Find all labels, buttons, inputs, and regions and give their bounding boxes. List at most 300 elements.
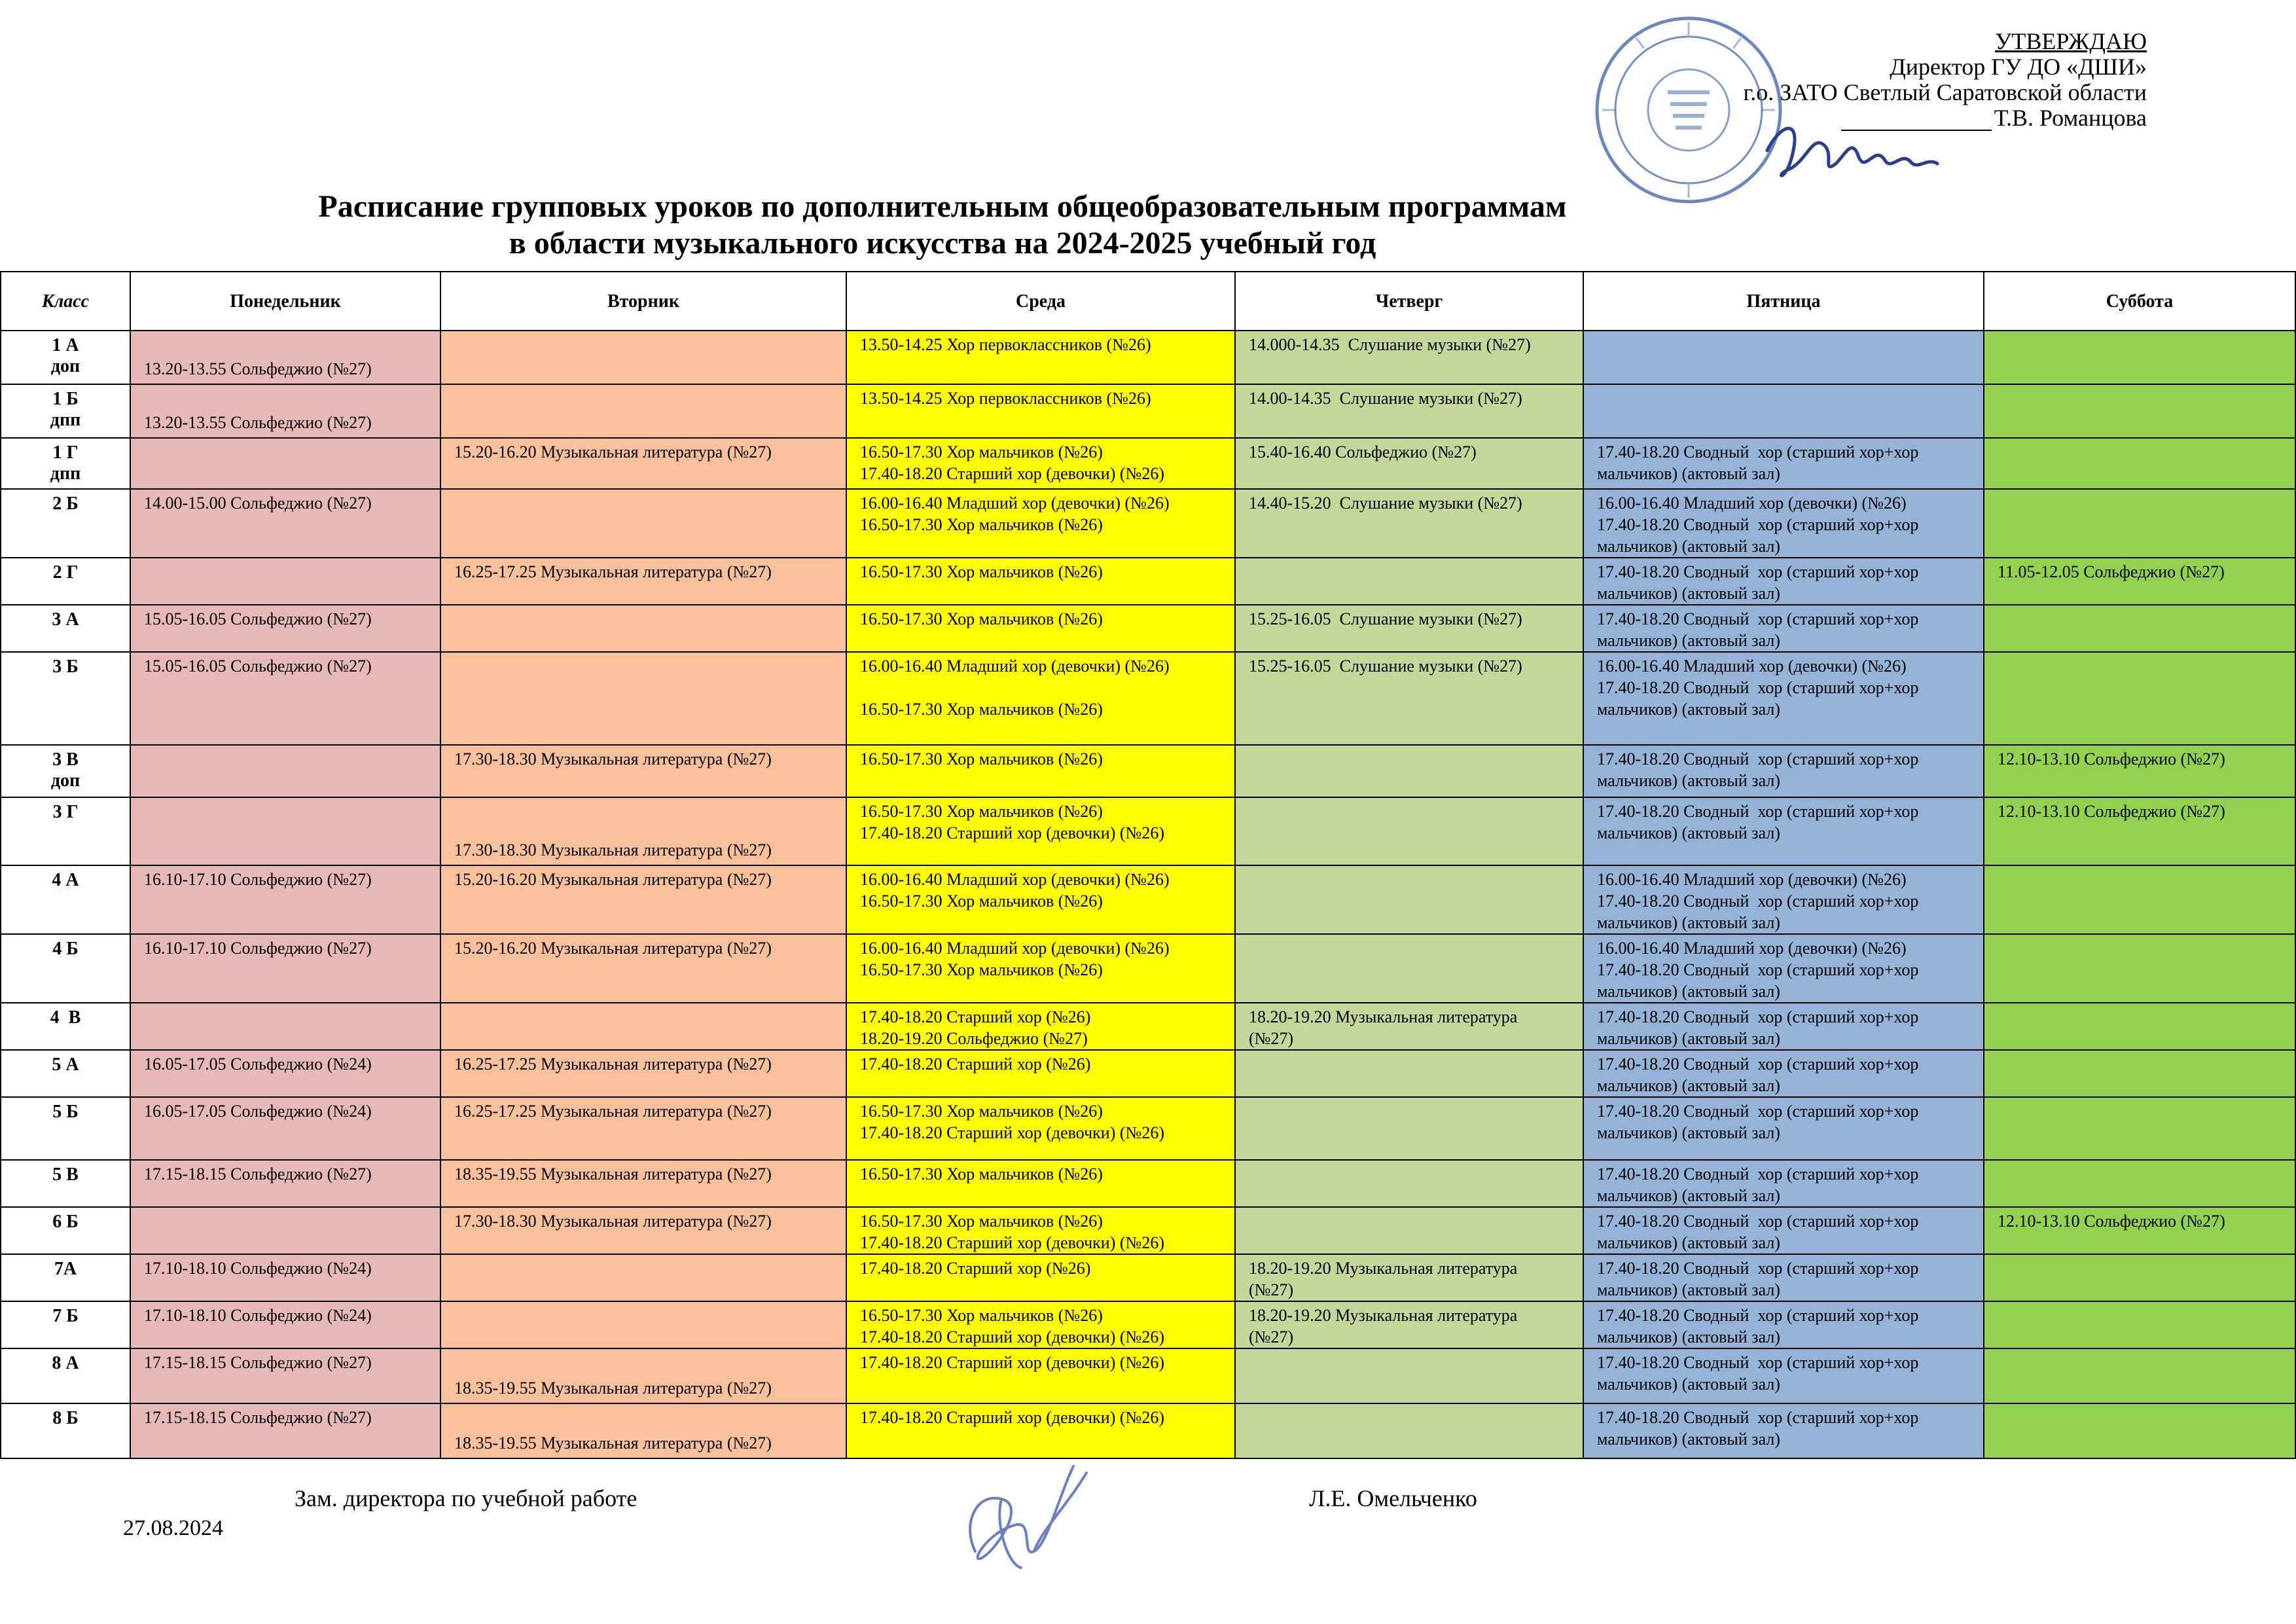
- monday-cell: [130, 934, 440, 1003]
- thursday-cell: [1235, 1403, 1583, 1458]
- saturday-cell: [1984, 745, 2295, 797]
- friday-cell: [1583, 1050, 1984, 1097]
- lesson-line: 17.40-18.20 Сводный хор (старший хор+хор: [1597, 1102, 1919, 1121]
- lesson-line: мальчиков) (актовый зал): [1597, 913, 1780, 932]
- lesson-line: 16.50-17.30 Хор мальчиков (№26): [860, 1102, 1103, 1121]
- class-cell: [1, 1348, 130, 1403]
- thursday-cell: [1235, 745, 1583, 797]
- wednesday-cell: [846, 384, 1235, 438]
- class-cell: [1, 1003, 130, 1050]
- wednesday-cell: [846, 865, 1235, 934]
- class-label: 6 Б: [52, 1212, 79, 1232]
- lesson-line: 13.20-13.55 Сольфеджио (№27): [144, 359, 372, 378]
- tuesday-cell: [440, 1003, 846, 1050]
- lesson-line: 16.50-17.30 Хор мальчиков (№26): [860, 442, 1103, 461]
- lesson-line: 16.50-17.30 Хор мальчиков (№26): [860, 1212, 1103, 1231]
- lesson-line: 17.40-18.20 Сводный хор (старший хор+хор: [1597, 678, 1919, 697]
- table-header-row: [1, 272, 2295, 331]
- friday-cell: [1583, 1160, 1984, 1207]
- tuesday-cell: [440, 934, 846, 1003]
- lesson-line: 17.40-18.20 Старший хор (девочки) (№26): [860, 1233, 1164, 1252]
- lesson-line: мальчиков) (актовый зал): [1597, 1029, 1780, 1048]
- lesson-line: 14.000-14.35 Слушание музыки (№27): [1249, 335, 1531, 354]
- lesson-line: 17.15-18.15 Сольфеджио (№27): [144, 1408, 372, 1427]
- lesson-line: 17.40-18.20 Сводный хор (старший хор+хор: [1597, 1408, 1919, 1427]
- table-row: [1, 652, 2295, 745]
- lesson-line: 16.50-17.30 Хор мальчиков (№26): [860, 749, 1103, 768]
- lesson-line: 15.20-16.20 Музыкальная литература (№27): [454, 939, 772, 958]
- saturday-cell: [1984, 1160, 2295, 1207]
- class-cell: [1, 489, 130, 558]
- lesson-line: мальчиков) (актовый зал): [1597, 1233, 1780, 1252]
- lesson-line: 17.40-18.20 Старший хор (девочки) (№26): [860, 823, 1164, 842]
- lesson-line: 16.25-17.25 Музыкальная литература (№27): [454, 562, 772, 581]
- lesson-line: 17.40-18.20 Старший хор (девочки) (№26): [860, 464, 1164, 483]
- thursday-cell: [1235, 1097, 1583, 1160]
- friday-cell: [1583, 652, 1984, 745]
- monday-cell: [130, 1207, 440, 1254]
- lesson-line: мальчиков) (актовый зал): [1597, 464, 1780, 483]
- tuesday-cell: [440, 558, 846, 605]
- deputy-director-role: Зам. директора по учебной работе: [295, 1485, 637, 1511]
- saturday-cell: [1984, 1254, 2295, 1301]
- class-cell: [1, 652, 130, 745]
- class-cell: [1, 1097, 130, 1160]
- monday-cell: [130, 605, 440, 652]
- lesson-line: 16.00-16.40 Младший хор (девочки) (№26): [1597, 494, 1907, 513]
- lesson-line: 16.50-17.30 Хор мальчиков (№26): [860, 700, 1103, 719]
- lesson-line: 16.00-16.40 Младший хор (девочки) (№26): [860, 494, 1170, 513]
- table-row: [1, 1348, 2295, 1403]
- lesson-line: 16.00-16.40 Младший хор (девочки) (№26): [1597, 870, 1907, 889]
- class-label: 1 А: [52, 335, 79, 355]
- lesson-line: (№27): [1249, 1029, 1294, 1048]
- wednesday-cell: [846, 1003, 1235, 1050]
- thursday-cell: [1235, 934, 1583, 1003]
- table-row: [1, 1003, 2295, 1050]
- stamp-icon: [1590, 12, 1787, 208]
- monday-cell: [130, 1097, 440, 1160]
- lesson-line: мальчиков) (актовый зал): [1597, 631, 1780, 650]
- monday-cell: [130, 1301, 440, 1348]
- lesson-line: мальчиков) (актовый зал): [1597, 1186, 1780, 1205]
- friday-cell: [1583, 1348, 1984, 1403]
- column-header-saturday: Суббота: [1984, 272, 2295, 331]
- tuesday-cell: [440, 489, 846, 558]
- tuesday-cell: [440, 1403, 846, 1458]
- lesson-line: 16.10-17.10 Сольфеджио (№27): [144, 870, 372, 889]
- saturday-cell: [1984, 558, 2295, 605]
- lesson-line: 17.40-18.20 Сводный хор (старший хор+хор: [1597, 1353, 1919, 1372]
- deputy-director-name: Л.Е. Омельченко: [1309, 1485, 1477, 1511]
- lesson-line: мальчиков) (актовый зал): [1597, 1123, 1780, 1142]
- lesson-line: 18.35-19.55 Музыкальная литература (№27): [454, 1434, 772, 1453]
- class-label: 4 Б: [52, 939, 79, 959]
- friday-cell: [1583, 558, 1984, 605]
- thursday-cell: [1235, 1348, 1583, 1403]
- lesson-line: 16.00-16.40 Младший хор (девочки) (№26): [1597, 657, 1907, 676]
- lesson-line: 13.20-13.55 Сольфеджио (№27): [144, 413, 372, 432]
- lesson-line: 17.40-18.20 Старший хор (девочки) (№26): [860, 1408, 1164, 1427]
- lesson-line: 11.05-12.05 Сольфеджио (№27): [1998, 562, 2225, 581]
- friday-cell: [1583, 745, 1984, 797]
- class-label: 5 Б: [52, 1102, 79, 1122]
- lesson-line: 17.40-18.20 Сводный хор (старший хор+хор: [1597, 1164, 1919, 1183]
- lesson-line: 17.10-18.10 Сольфеджио (№24): [144, 1306, 372, 1325]
- page-title: [0, 189, 1885, 262]
- table-row: [1, 1403, 2295, 1458]
- table-row: [1, 797, 2295, 865]
- lesson-line: 16.25-17.25 Музыкальная литература (№27): [454, 1102, 772, 1121]
- friday-cell: [1583, 865, 1984, 934]
- lesson-line: 16.50-17.30 Хор мальчиков (№26): [860, 802, 1103, 821]
- class-label: 4 А: [52, 870, 79, 890]
- lesson-line: 17.15-18.15 Сольфеджио (№27): [144, 1164, 372, 1183]
- tuesday-cell: [440, 1207, 846, 1254]
- column-header-tuesday: Вторник: [440, 272, 846, 331]
- thursday-cell: [1235, 605, 1583, 652]
- wednesday-cell: [846, 934, 1235, 1003]
- wednesday-cell: [846, 1403, 1235, 1458]
- thursday-cell: [1235, 1050, 1583, 1097]
- class-label: 3 Г: [52, 802, 79, 822]
- lesson-line: 17.40-18.20 Сводный хор (старший хор+хор: [1597, 1007, 1919, 1026]
- thursday-cell: [1235, 797, 1583, 865]
- saturday-cell: [1984, 1050, 2295, 1097]
- class-label: 3 Б: [52, 657, 79, 677]
- class-cell: [1, 1207, 130, 1254]
- lesson-line: 17.40-18.20 Сводный хор (старший хор+хор: [1597, 562, 1919, 581]
- lesson-line: мальчиков) (актовый зал): [1597, 823, 1780, 842]
- lesson-line: 17.30-18.30 Музыкальная литература (№27): [454, 840, 772, 859]
- monday-cell: [130, 1003, 440, 1050]
- lesson-line: 18.35-19.55 Музыкальная литература (№27): [454, 1164, 772, 1183]
- lesson-line: 17.40-18.20 Старший хор (девочки) (№26): [860, 1353, 1164, 1372]
- lesson-line: 17.40-18.20 Сводный хор (старший хор+хор: [1597, 960, 1919, 979]
- class-cell: [1, 384, 130, 438]
- monday-cell: [130, 558, 440, 605]
- class-cell: [1, 1160, 130, 1207]
- lesson-line: 12.10-13.10 Сольфеджио (№27): [1998, 1212, 2225, 1231]
- lesson-line: 12.10-13.10 Сольфеджио (№27): [1998, 802, 2225, 821]
- class-cell: [1, 865, 130, 934]
- wednesday-cell: [846, 1050, 1235, 1097]
- table-row: [1, 438, 2295, 489]
- approval-heading: УТВЕРЖДАЮ: [1994, 28, 2147, 54]
- thursday-cell: [1235, 489, 1583, 558]
- wednesday-cell: [846, 1301, 1235, 1348]
- document-date: 27.08.2024: [123, 1516, 223, 1540]
- class-cell: [1, 1254, 130, 1301]
- class-label: 5 А: [52, 1055, 79, 1075]
- class-label: 8 Б: [52, 1408, 79, 1428]
- saturday-cell: [1984, 652, 2295, 745]
- page-title-line-1: Расписание групповых уроков по дополнительным общеобразовательным программам: [318, 189, 1567, 224]
- lesson-line: 17.40-18.20 Сводный хор (старший хор+хор: [1597, 802, 1919, 821]
- lesson-line: 18.20-19.20 Сольфеджио (№27): [860, 1029, 1088, 1048]
- saturday-cell: [1984, 331, 2295, 384]
- approval-director: Директор ГУ ДО «ДШИ»: [1890, 54, 2147, 80]
- table-row: [1, 1160, 2295, 1207]
- monday-cell: [130, 745, 440, 797]
- lesson-line: 16.25-17.25 Музыкальная литература (№27): [454, 1055, 772, 1074]
- table-row: [1, 605, 2295, 652]
- friday-cell: [1583, 331, 1984, 384]
- monday-cell: [130, 1050, 440, 1097]
- class-label: 4 В: [50, 1007, 81, 1028]
- lesson-line: 17.15-18.15 Сольфеджио (№27): [144, 1353, 372, 1372]
- saturday-cell: [1984, 605, 2295, 652]
- table-row: [1, 1301, 2295, 1348]
- column-header-friday: Пятница: [1583, 272, 1984, 331]
- class-label: 2 Б: [52, 494, 79, 514]
- monday-cell: [130, 865, 440, 934]
- class-label: дпп: [50, 410, 81, 430]
- lesson-line: 14.00-15.00 Сольфеджио (№27): [144, 494, 372, 513]
- monday-cell: [130, 1348, 440, 1403]
- lesson-line: 17.40-18.20 Сводный хор (старший хор+хор: [1597, 442, 1919, 461]
- friday-cell: [1583, 1403, 1984, 1458]
- class-label: 8 А: [52, 1353, 79, 1373]
- approval-location: г.о. ЗАТО Светлый Саратовской области: [1743, 79, 2147, 105]
- class-label: 5 В: [52, 1164, 79, 1185]
- column-header-wednesday: Среда: [846, 272, 1235, 331]
- lesson-line: 13.50-14.25 Хор первоклассников (№26): [860, 335, 1151, 354]
- table-row: [1, 1097, 2295, 1160]
- table-row: [1, 865, 2295, 934]
- friday-cell: [1583, 797, 1984, 865]
- class-label: 1 Г: [52, 442, 79, 463]
- lesson-line: 16.50-17.30 Хор мальчиков (№26): [860, 1164, 1103, 1183]
- saturday-cell: [1984, 438, 2295, 489]
- tuesday-cell: [440, 797, 846, 865]
- lesson-line: 17.40-18.20 Сводный хор (старший хор+хор: [1597, 892, 1919, 911]
- lesson-line: 17.40-18.20 Старший хор (№26): [860, 1007, 1091, 1026]
- thursday-cell: [1235, 331, 1583, 384]
- lesson-line: мальчиков) (актовый зал): [1597, 771, 1780, 790]
- table-row: [1, 745, 2295, 797]
- column-header-thursday: Четверг: [1235, 272, 1583, 331]
- monday-cell: [130, 384, 440, 438]
- lesson-line: 16.50-17.30 Хор мальчиков (№26): [860, 515, 1103, 534]
- friday-cell: [1583, 1254, 1984, 1301]
- wednesday-cell: [846, 605, 1235, 652]
- tuesday-cell: [440, 1160, 846, 1207]
- lesson-line: 18.20-19.20 Музыкальная литература: [1249, 1306, 1518, 1325]
- lesson-line: [860, 677, 1228, 698]
- monday-cell: [130, 652, 440, 745]
- lesson-line: 16.00-16.40 Младший хор (девочки) (№26): [860, 870, 1170, 889]
- lesson-line: 16.50-17.30 Хор мальчиков (№26): [860, 960, 1103, 979]
- lesson-line: 17.40-18.20 Старший хор (№26): [860, 1055, 1091, 1074]
- lesson-line: 18.20-19.20 Музыкальная литература: [1249, 1259, 1518, 1278]
- thursday-cell: [1235, 652, 1583, 745]
- tuesday-cell: [440, 1254, 846, 1301]
- class-label: 3 А: [52, 609, 79, 630]
- deputy-signature-icon: [936, 1453, 1119, 1584]
- class-cell: [1, 558, 130, 605]
- table-row: [1, 489, 2295, 558]
- approval-director-name: Т.В. Романцова: [1994, 105, 2147, 131]
- class-label: 1 Б: [52, 389, 79, 409]
- saturday-cell: [1984, 1003, 2295, 1050]
- tuesday-cell: [440, 1301, 846, 1348]
- lesson-line: 17.40-18.20 Сводный хор (старший хор+хор: [1597, 515, 1919, 534]
- lesson-line: 15.20-16.20 Музыкальная литература (№27): [454, 442, 772, 461]
- friday-cell: [1583, 438, 1984, 489]
- wednesday-cell: [846, 1254, 1235, 1301]
- thursday-cell: [1235, 1207, 1583, 1254]
- monday-cell: [130, 1254, 440, 1301]
- table-row: [1, 331, 2295, 384]
- lesson-line: 14.40-15.20 Слушание музыки (№27): [1249, 494, 1522, 513]
- lesson-line: мальчиков) (актовый зал): [1597, 700, 1780, 719]
- saturday-cell: [1984, 865, 2295, 934]
- schedule-table: [0, 271, 2296, 1459]
- saturday-cell: [1984, 1301, 2295, 1348]
- column-header-monday: Понедельник: [130, 272, 440, 331]
- friday-cell: [1583, 1207, 1984, 1254]
- class-label: 7А: [54, 1259, 77, 1279]
- lesson-line: 17.40-18.20 Старший хор (девочки) (№26): [860, 1123, 1164, 1142]
- lesson-line: 16.00-16.40 Младший хор (девочки) (№26): [860, 939, 1170, 958]
- table-row: [1, 1207, 2295, 1254]
- thursday-cell: [1235, 1254, 1583, 1301]
- lesson-line: 15.40-16.40 Сольфеджио (№27): [1249, 442, 1477, 461]
- lesson-line: мальчиков) (актовый зал): [1597, 1076, 1780, 1095]
- lesson-line: 17.30-18.30 Музыкальная литература (№27): [454, 1212, 772, 1231]
- friday-cell: [1583, 1301, 1984, 1348]
- lesson-line: 17.40-18.20 Старший хор (№26): [860, 1259, 1091, 1278]
- tuesday-cell: [440, 1097, 846, 1160]
- monday-cell: [130, 489, 440, 558]
- lesson-line: 16.00-16.40 Младший хор (девочки) (№26): [860, 657, 1170, 676]
- tuesday-cell: [440, 865, 846, 934]
- lesson-line: 17.10-18.10 Сольфеджио (№24): [144, 1259, 372, 1278]
- table-row: [1, 1254, 2295, 1301]
- table-row: [1, 558, 2295, 605]
- lesson-line: 14.00-14.35 Слушание музыки (№27): [1249, 389, 1522, 408]
- class-label: 7 Б: [52, 1306, 79, 1326]
- class-cell: [1, 1301, 130, 1348]
- friday-cell: [1583, 489, 1984, 558]
- lesson-line: 17.40-18.20 Сводный хор (старший хор+хор: [1597, 1306, 1919, 1325]
- saturday-cell: [1984, 1097, 2295, 1160]
- lesson-line: 16.10-17.10 Сольфеджио (№27): [144, 939, 372, 958]
- lesson-line: 17.40-18.20 Старший хор (девочки) (№26): [860, 1327, 1164, 1346]
- saturday-cell: [1984, 1403, 2295, 1458]
- wednesday-cell: [846, 1160, 1235, 1207]
- monday-cell: [130, 1403, 440, 1458]
- lesson-line: 16.00-16.40 Младший хор (девочки) (№26): [1597, 939, 1907, 958]
- lesson-line: 15.20-16.20 Музыкальная литература (№27): [454, 870, 772, 889]
- tuesday-cell: [440, 384, 846, 438]
- class-label: 2 Г: [52, 562, 79, 583]
- lesson-line: 18.35-19.55 Музыкальная литература (№27): [454, 1379, 772, 1398]
- thursday-cell: [1235, 865, 1583, 934]
- table-row: [1, 1050, 2295, 1097]
- tuesday-cell: [440, 331, 846, 384]
- lesson-line: 17.40-18.20 Сводный хор (старший хор+хор: [1597, 1259, 1919, 1278]
- lesson-line: 17.30-18.30 Музыкальная литература (№27): [454, 749, 772, 768]
- wednesday-cell: [846, 652, 1235, 745]
- tuesday-cell: [440, 605, 846, 652]
- lesson-line: мальчиков) (актовый зал): [1597, 1430, 1780, 1449]
- friday-cell: [1583, 605, 1984, 652]
- saturday-cell: [1984, 1348, 2295, 1403]
- thursday-cell: [1235, 1301, 1583, 1348]
- thursday-cell: [1235, 558, 1583, 605]
- tuesday-cell: [440, 1050, 846, 1097]
- lesson-line: 17.40-18.20 Сводный хор (старший хор+хор: [1597, 1212, 1919, 1231]
- saturday-cell: [1984, 1207, 2295, 1254]
- lesson-line: 16.50-17.30 Хор мальчиков (№26): [860, 1306, 1103, 1325]
- lesson-line: мальчиков) (актовый зал): [1597, 1327, 1780, 1346]
- wednesday-cell: [846, 1097, 1235, 1160]
- table-row: [1, 934, 2295, 1003]
- wednesday-cell: [846, 331, 1235, 384]
- lesson-line: 15.25-16.05 Слушание музыки (№27): [1249, 609, 1522, 628]
- lesson-line: 15.25-16.05 Слушание музыки (№27): [1249, 657, 1522, 676]
- lesson-line: 17.40-18.20 Сводный хор (старший хор+хор: [1597, 609, 1919, 628]
- lesson-line: 17.40-18.20 Сводный хор (старший хор+хор: [1597, 1055, 1919, 1074]
- table-row: [1, 384, 2295, 438]
- class-cell: [1, 331, 130, 384]
- lesson-line: 16.50-17.30 Хор мальчиков (№26): [860, 562, 1103, 581]
- saturday-cell: [1984, 384, 2295, 438]
- lesson-line: 13.50-14.25 Хор первоклассников (№26): [860, 389, 1151, 408]
- lesson-line: 17.40-18.20 Сводный хор (старший хор+хор: [1597, 749, 1919, 768]
- friday-cell: [1583, 384, 1984, 438]
- tuesday-cell: [440, 1348, 846, 1403]
- lesson-line: (№27): [1249, 1280, 1294, 1299]
- friday-cell: [1583, 934, 1984, 1003]
- class-label: доп: [50, 356, 81, 376]
- monday-cell: [130, 1160, 440, 1207]
- thursday-cell: [1235, 438, 1583, 489]
- page-title-line-2: в области музыкального искусства на 2024-2025 учебный год: [509, 226, 1376, 261]
- lesson-line: мальчиков) (актовый зал): [1597, 1280, 1780, 1299]
- thursday-cell: [1235, 1160, 1583, 1207]
- lesson-line: 16.05-17.05 Сольфеджио (№24): [144, 1102, 372, 1121]
- lesson-line: мальчиков) (актовый зал): [1597, 982, 1780, 1001]
- wednesday-cell: [846, 797, 1235, 865]
- class-cell: [1, 934, 130, 1003]
- lesson-line: 15.05-16.05 Сольфеджио (№27): [144, 609, 372, 628]
- class-cell: [1, 1050, 130, 1097]
- friday-cell: [1583, 1003, 1984, 1050]
- tuesday-cell: [440, 438, 846, 489]
- class-cell: [1, 605, 130, 652]
- class-cell: [1, 745, 130, 797]
- wednesday-cell: [846, 489, 1235, 558]
- monday-cell: [130, 797, 440, 865]
- wednesday-cell: [846, 1207, 1235, 1254]
- friday-cell: [1583, 1097, 1984, 1160]
- class-cell: [1, 1403, 130, 1458]
- class-cell: [1, 438, 130, 489]
- thursday-cell: [1235, 384, 1583, 438]
- lesson-line: 16.05-17.05 Сольфеджио (№24): [144, 1055, 372, 1074]
- lesson-line: 18.20-19.20 Музыкальная литература: [1249, 1007, 1518, 1026]
- saturday-cell: [1984, 934, 2295, 1003]
- class-cell: [1, 797, 130, 865]
- tuesday-cell: [440, 745, 846, 797]
- lesson-line: 16.50-17.30 Хор мальчиков (№26): [860, 892, 1103, 911]
- saturday-cell: [1984, 489, 2295, 558]
- saturday-cell: [1984, 797, 2295, 865]
- tuesday-cell: [440, 652, 846, 745]
